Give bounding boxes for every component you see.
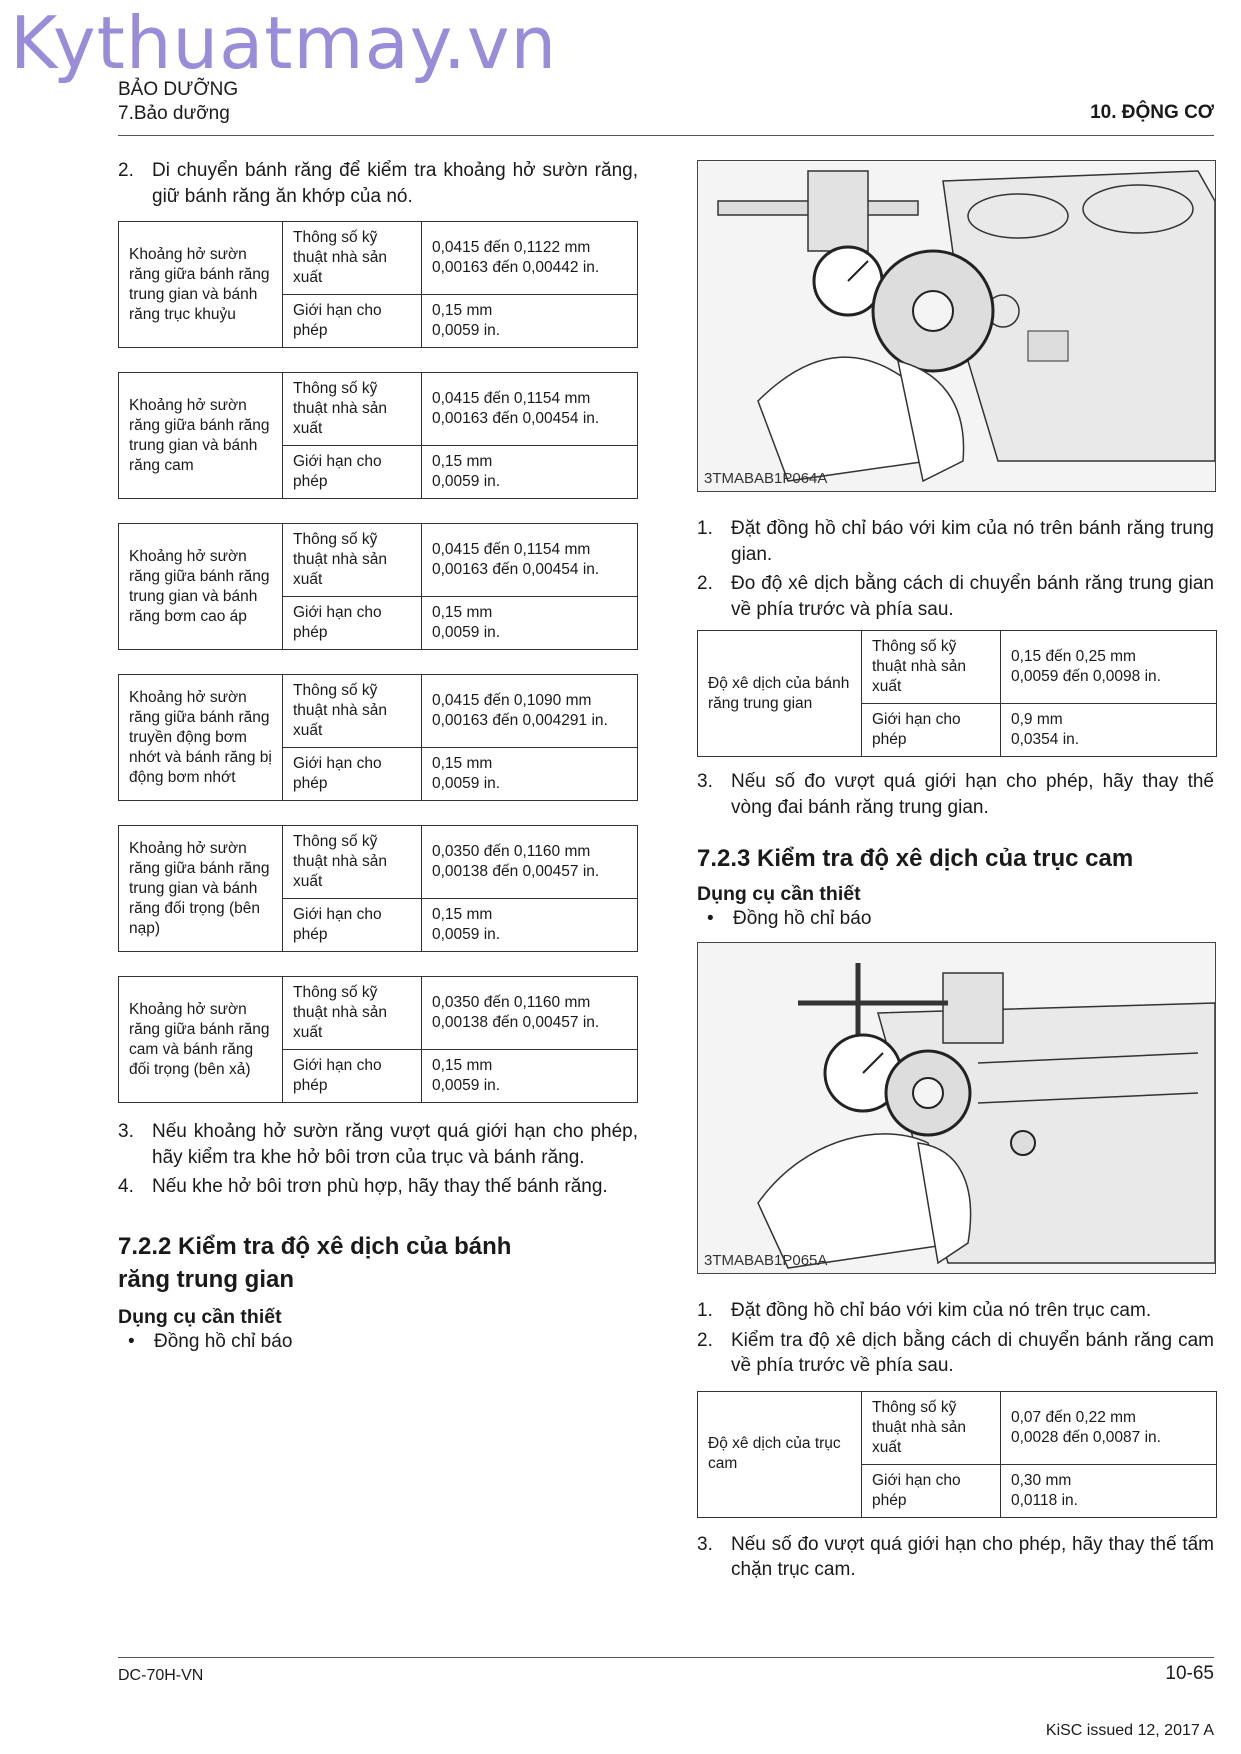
step-item: 3. Nếu số đo vượt quá giới hạn cho phép, hãy thay thế vòng đai bánh răng trung gian.	[697, 771, 1214, 818]
idle-gear-figure	[697, 160, 1216, 492]
document-code: DC-70H-VN	[118, 1667, 204, 1684]
limit-label: Giới hạn cho phép	[283, 1050, 422, 1103]
limit-value: 0,15 mm 0,0059 in.	[422, 295, 638, 348]
idle-gear-illustration	[698, 161, 1215, 491]
limit-label: Giới hạn cho phép	[283, 446, 422, 499]
spec-label: Thông số kỹ thuật nhà sản xuất	[862, 631, 1001, 704]
backlash-table	[118, 221, 638, 348]
spec-value: 0,0415 đến 0,1154 mm 0,00163 đến 0,00454 in.	[422, 373, 638, 446]
backlash-table	[118, 825, 638, 952]
spec-value: 0,0415 đến 0,1154 mm 0,00163 đến 0,00454 in.	[422, 524, 638, 597]
spec-label: Thông số kỹ thuật nhà sản xuất	[283, 826, 422, 899]
footer-divider	[118, 1657, 1214, 1658]
backlash-table	[118, 523, 638, 650]
backlash-tables	[118, 221, 638, 1103]
step-item: 3. Nếu khoảng hở sườn răng vượt quá giới hạn cho phép, hãy kiểm tra khe hở bôi trơn của trục và bánh răng.	[118, 1121, 638, 1168]
backlash-table	[118, 372, 638, 499]
issue-note: KiSC issued 12, 2017 A	[1045, 1722, 1214, 1739]
backlash-followup-steps	[118, 1119, 638, 1200]
limit-value: 0,15 mm 0,0059 in.	[422, 446, 638, 499]
spec-table	[697, 1391, 1217, 1518]
spec-value: 0,0415 đến 0,1122 mm 0,00163 đến 0,00442 in.	[422, 222, 638, 295]
spec-table	[697, 630, 1217, 757]
limit-label: Giới hạn cho phép	[862, 704, 1001, 757]
measure-label: Khoảng hở sườn răng giữa bánh răng cam và bánh răng đối trọng (bên xả)	[119, 977, 283, 1103]
list-item: • Đồng hồ chỉ báo	[128, 1330, 293, 1352]
section-heading-7-2-3: 7.2.3 Kiểm tra độ xê dịch của trục cam	[697, 845, 1134, 872]
figure-code: 3TMABAB1P064A	[704, 470, 828, 487]
step-item: 2. Di chuyển bánh răng để kiểm tra khoảng hở sườn răng, giữ bánh răng ăn khớp của nó.	[118, 160, 638, 207]
list-item: • Đồng hồ chỉ báo	[707, 908, 872, 929]
camshaft-figure	[697, 942, 1216, 1274]
step-item: 2. Kiểm tra độ xê dịch bằng cách di chuyển bánh răng cam về phía trước về phía sau.	[697, 1329, 1214, 1376]
spec-label: Thông số kỹ thuật nhà sản xuất	[283, 977, 422, 1050]
spec-value: 0,0350 đến 0,1160 mm 0,00138 đến 0,00457 in.	[422, 977, 638, 1050]
measure-label: Khoảng hở sườn răng giữa bánh răng trung gian và bánh răng đối trọng (bên nạp)	[119, 826, 283, 952]
header-divider	[118, 135, 1214, 136]
limit-label: Giới hạn cho phép	[283, 748, 422, 801]
step-item: 3. Nếu số đo vượt quá giới hạn cho phép, hãy thay thế tấm chặn trục cam.	[697, 1533, 1214, 1580]
limit-label: Giới hạn cho phép	[283, 899, 422, 952]
idle-gear-followup	[697, 769, 1214, 820]
spec-value: 0,0350 đến 0,1160 mm 0,00138 đến 0,00457 in.	[422, 826, 638, 899]
measure-label: Khoảng hở sườn răng giữa bánh răng truyền động bơm nhớt và bánh răng bị động bơm nhớt	[119, 675, 283, 801]
limit-label: Giới hạn cho phép	[283, 597, 422, 650]
camshaft-followup	[697, 1532, 1214, 1583]
backlash-table	[118, 976, 638, 1103]
camshaft-steps	[697, 1298, 1214, 1379]
spec-label: Thông số kỹ thuật nhà sản xuất	[862, 1391, 1001, 1464]
spec-label: Thông số kỹ thuật nhà sản xuất	[283, 675, 422, 748]
spec-value: 0,15 đến 0,25 mm 0,0059 đến 0,0098 in.	[1001, 631, 1217, 704]
step-item: 2. Đo độ xê dịch bằng cách di chuyển bánh răng trung gian về phía trước và phía sau.	[697, 573, 1214, 620]
measure-label: Độ xê dịch của bánh răng trung gian	[698, 631, 862, 757]
measure-label: Khoảng hở sườn răng giữa bánh răng trung gian và bánh răng cam	[119, 373, 283, 499]
step-item: 1. Đặt đồng hồ chỉ báo với kim của nó trên trục cam.	[697, 1300, 1152, 1321]
running-header	[118, 78, 238, 126]
chapter-title: BẢO DƯỠNG	[118, 79, 239, 100]
spec-value: 0,07 đến 0,22 mm 0,0028 đến 0,0087 in.	[1001, 1391, 1217, 1464]
section-heading-7-2-2: 7.2.2 Kiểm tra độ xê dịch của bánh răng trung gian	[118, 1232, 512, 1293]
tools-heading: Dụng cụ cần thiết	[118, 1305, 282, 1328]
tools-list	[118, 1329, 638, 1355]
tools-heading: Dụng cụ cần thiết	[697, 883, 861, 905]
backlash-table	[118, 674, 638, 801]
step-item: 4. Nếu khe hở bôi trơn phù hợp, hãy thay thế bánh răng.	[118, 1176, 608, 1197]
limit-value: 0,9 mm 0,0354 in.	[1001, 704, 1217, 757]
right-column	[697, 160, 1214, 1587]
spec-label: Thông số kỹ thuật nhà sản xuất	[283, 524, 422, 597]
measure-label: Độ xê dịch của trục cam	[698, 1391, 862, 1517]
limit-label: Giới hạn cho phép	[283, 295, 422, 348]
limit-value: 0,30 mm 0,0118 in.	[1001, 1464, 1217, 1517]
spec-label: Thông số kỹ thuật nhà sản xuất	[283, 373, 422, 446]
tools-list	[697, 906, 1214, 932]
measure-label: Khoảng hở sườn răng giữa bánh răng trung gian và bánh răng trục khuỷu	[119, 222, 283, 348]
limit-value: 0,15 mm 0,0059 in.	[422, 748, 638, 801]
step-item: 1. Đặt đồng hồ chỉ báo với kim của nó trên bánh răng trung gian.	[697, 518, 1214, 565]
limit-value: 0,15 mm 0,0059 in.	[422, 899, 638, 952]
spec-label: Thông số kỹ thuật nhà sản xuất	[283, 222, 422, 295]
figure-code: 3TMABAB1P065A	[704, 1252, 828, 1269]
limit-value: 0,15 mm 0,0059 in.	[422, 1050, 638, 1103]
spec-value: 0,0415 đến 0,1090 mm 0,00163 đến 0,004291 in.	[422, 675, 638, 748]
camshaft-illustration	[698, 943, 1215, 1273]
camshaft-table	[697, 1391, 1214, 1518]
idle-gear-steps	[697, 516, 1214, 622]
backlash-steps	[118, 158, 638, 209]
limit-label: Giới hạn cho phép	[862, 1464, 1001, 1517]
left-column	[118, 158, 638, 1355]
chapter-heading: 10. ĐỘNG CƠ	[1090, 102, 1214, 123]
measure-label: Khoảng hở sườn răng giữa bánh răng trung gian và bánh răng bơm cao áp	[119, 524, 283, 650]
section-title: 7.Bảo dưỡng	[118, 103, 230, 124]
page-number: 10-65	[1165, 1663, 1214, 1684]
watermark: Kythuatmay.vn	[10, 1, 558, 85]
idle-gear-table	[697, 630, 1214, 757]
limit-value: 0,15 mm 0,0059 in.	[422, 597, 638, 650]
